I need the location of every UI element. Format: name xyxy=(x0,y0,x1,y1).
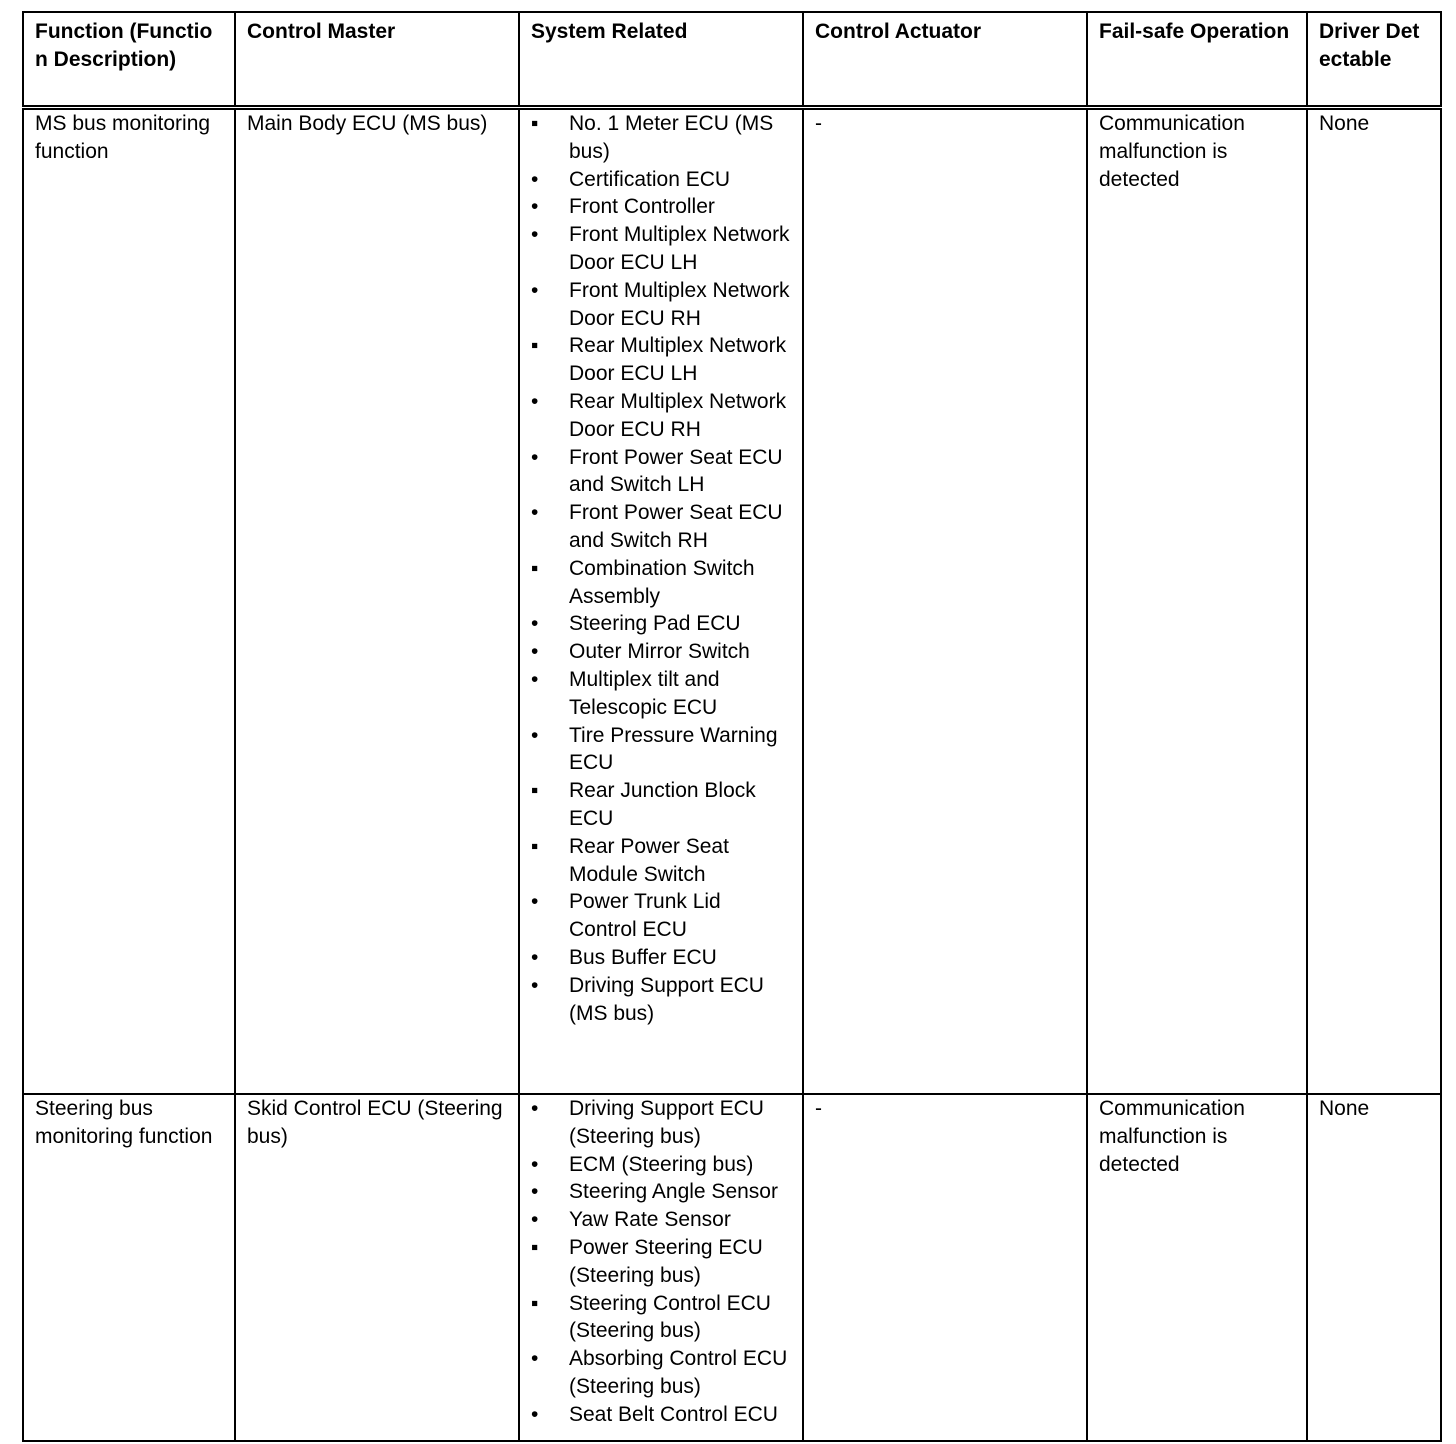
bullet-icon: ▪ xyxy=(531,334,539,358)
system-related-item-text: Front Controller xyxy=(569,195,715,219)
system-related-item-text: Absorbing Control ECU (Steering bus) xyxy=(569,1347,788,1398)
driver-detectable-text: None xyxy=(1319,1097,1370,1120)
bullet-icon: • xyxy=(531,278,539,302)
system-related-item xyxy=(531,1401,792,1429)
bullet-icon: • xyxy=(531,723,539,747)
system-related-item-text: Steering Control ECU (Steering bus) xyxy=(569,1291,771,1343)
function-text: MS bus monitoring function xyxy=(35,112,211,163)
system-related-item xyxy=(531,388,792,444)
system-related-item-text: Driving Support ECU (Steering bus) xyxy=(569,1097,764,1148)
system-related-item-text: Driving Support ECU (MS bus) xyxy=(569,973,764,1025)
bullet-icon: • xyxy=(531,1208,539,1232)
control-master-text: Main Body ECU (MS bus) xyxy=(247,112,488,135)
bullet-icon: • xyxy=(531,223,539,247)
system-related-item xyxy=(531,1178,792,1206)
cell-fail-safe xyxy=(1087,108,1307,1095)
fail-safe-text: Communication malfunction is detected xyxy=(1099,1097,1245,1176)
system-related-item xyxy=(531,1234,792,1290)
system-related-item-text: Front Power Seat ECU and Switch RH xyxy=(569,501,783,552)
system-related-item xyxy=(531,777,792,833)
system-related-item xyxy=(531,1151,792,1179)
system-related-item-text: ECM (Steering bus) xyxy=(569,1152,754,1176)
system-related-item xyxy=(531,166,792,194)
system-related-item xyxy=(531,1290,792,1346)
system-related-list xyxy=(531,1095,792,1429)
system-related-item-text: Rear Multiplex Network Door ECU RH xyxy=(569,389,787,441)
system-related-item xyxy=(531,722,792,778)
system-related-item-text: Multiplex tilt and Telescopic ECU xyxy=(569,667,720,719)
header-system-related xyxy=(519,12,803,108)
system-related-item-text: Front Multiplex Network Door ECU RH xyxy=(569,278,790,330)
system-related-item xyxy=(531,221,792,277)
system-related-item-text: Steering Pad ECU xyxy=(569,612,741,636)
cell-control-master xyxy=(235,108,519,1095)
function-table xyxy=(22,11,1442,1442)
table-row xyxy=(23,108,1441,1095)
system-related-item-text: Front Power Seat ECU and Switch LH xyxy=(569,445,783,497)
table-row xyxy=(23,1094,1441,1441)
bullet-icon: ▪ xyxy=(531,112,539,135)
function-text: Steering bus monitoring function xyxy=(35,1097,213,1148)
system-related-item xyxy=(531,332,792,388)
system-related-item-text: Seat Belt Control ECU xyxy=(569,1402,778,1426)
bullet-icon: • xyxy=(531,1097,539,1120)
system-related-item xyxy=(531,610,792,638)
system-related-item xyxy=(531,972,792,1028)
system-related-item xyxy=(531,110,792,166)
bullet-icon: • xyxy=(531,1347,539,1371)
cell-control-actuator xyxy=(803,1094,1087,1441)
system-related-item-text: Bus Buffer ECU xyxy=(569,945,717,969)
header-function-label: Function (Function Description) xyxy=(35,20,213,71)
bullet-icon: • xyxy=(531,640,539,664)
cell-driver-detectable xyxy=(1307,108,1441,1095)
bullet-icon: • xyxy=(531,1152,539,1176)
system-related-item-text: Front Multiplex Network Door ECU LH xyxy=(569,223,790,274)
cell-system-related xyxy=(519,108,803,1095)
cell-fail-safe xyxy=(1087,1094,1307,1441)
system-related-item xyxy=(531,638,792,666)
system-related-item xyxy=(531,833,792,889)
system-related-item xyxy=(531,1206,792,1234)
system-related-item-text: Steering Angle Sensor xyxy=(569,1180,778,1204)
header-control-actuator-label: Control Actuator xyxy=(815,20,982,43)
driver-detectable-text: None xyxy=(1319,112,1370,135)
system-related-item xyxy=(531,1345,792,1401)
bullet-icon: • xyxy=(531,945,539,969)
header-control-master-label: Control Master xyxy=(247,20,396,43)
header-fail-safe-label: Fail-safe Operation xyxy=(1099,20,1290,43)
bullet-icon: • xyxy=(531,501,539,525)
cell-function xyxy=(23,1094,235,1441)
bullet-icon: • xyxy=(531,1402,539,1426)
system-related-item xyxy=(531,444,792,500)
header-control-master xyxy=(235,12,519,108)
system-related-item xyxy=(531,1095,792,1151)
bullet-icon: • xyxy=(531,445,539,469)
bullet-icon: ▪ xyxy=(531,556,539,580)
cell-control-master xyxy=(235,1094,519,1441)
system-related-item xyxy=(531,666,792,722)
system-related-item xyxy=(531,499,792,555)
system-related-item-text: Power Steering ECU (Steering bus) xyxy=(569,1235,763,1287)
control-actuator-text: - xyxy=(815,112,822,135)
bullet-icon: • xyxy=(531,389,539,413)
system-related-item-text: Power Trunk Lid Control ECU xyxy=(569,890,721,942)
bullet-icon: ▪ xyxy=(531,1291,539,1315)
system-related-item xyxy=(531,277,792,333)
cell-function xyxy=(23,108,235,1095)
bullet-icon: ▪ xyxy=(531,1235,539,1259)
bullet-icon: • xyxy=(531,167,539,191)
cell-driver-detectable xyxy=(1307,1094,1441,1441)
bullet-icon: ▪ xyxy=(531,779,539,803)
header-driver-detectable-label: Driver Detectable xyxy=(1319,20,1420,71)
system-related-item-text: Combination Switch Assembly xyxy=(569,556,755,608)
fail-safe-text: Communication malfunction is detected xyxy=(1099,112,1245,191)
bullet-icon: • xyxy=(531,195,539,219)
bullet-icon: • xyxy=(531,612,539,636)
bullet-icon: ▪ xyxy=(531,834,539,858)
system-related-item-text: Rear Multiplex Network Door ECU LH xyxy=(569,334,787,386)
table-header-row xyxy=(23,12,1441,108)
system-related-item-text: No. 1 Meter ECU (MS bus) xyxy=(569,112,774,163)
bullet-icon: • xyxy=(531,1180,539,1204)
header-control-actuator xyxy=(803,12,1087,108)
bullet-icon: • xyxy=(531,973,539,997)
system-related-item-text: Outer Mirror Switch xyxy=(569,640,750,664)
header-function xyxy=(23,12,235,108)
bullet-icon: • xyxy=(531,667,539,691)
header-fail-safe xyxy=(1087,12,1307,108)
system-related-item-text: Yaw Rate Sensor xyxy=(569,1208,731,1232)
system-related-item-text: Tire Pressure Warning ECU xyxy=(569,723,778,775)
system-related-item-text: Rear Power Seat Module Switch xyxy=(569,834,729,886)
system-related-item-text: Certification ECU xyxy=(569,167,731,191)
header-driver-detectable xyxy=(1307,12,1441,108)
system-related-item xyxy=(531,193,792,221)
cell-system-related xyxy=(519,1094,803,1441)
control-actuator-text: - xyxy=(815,1097,822,1120)
system-related-list xyxy=(531,110,792,1027)
system-related-item-text: Rear Junction Block ECU xyxy=(569,779,756,830)
system-related-item xyxy=(531,555,792,611)
system-related-item xyxy=(531,944,792,972)
control-master-text: Skid Control ECU (Steering bus) xyxy=(247,1097,503,1148)
system-related-item xyxy=(531,888,792,944)
cell-control-actuator xyxy=(803,108,1087,1095)
header-system-related-label: System Related xyxy=(531,20,688,43)
bullet-icon: • xyxy=(531,890,539,914)
